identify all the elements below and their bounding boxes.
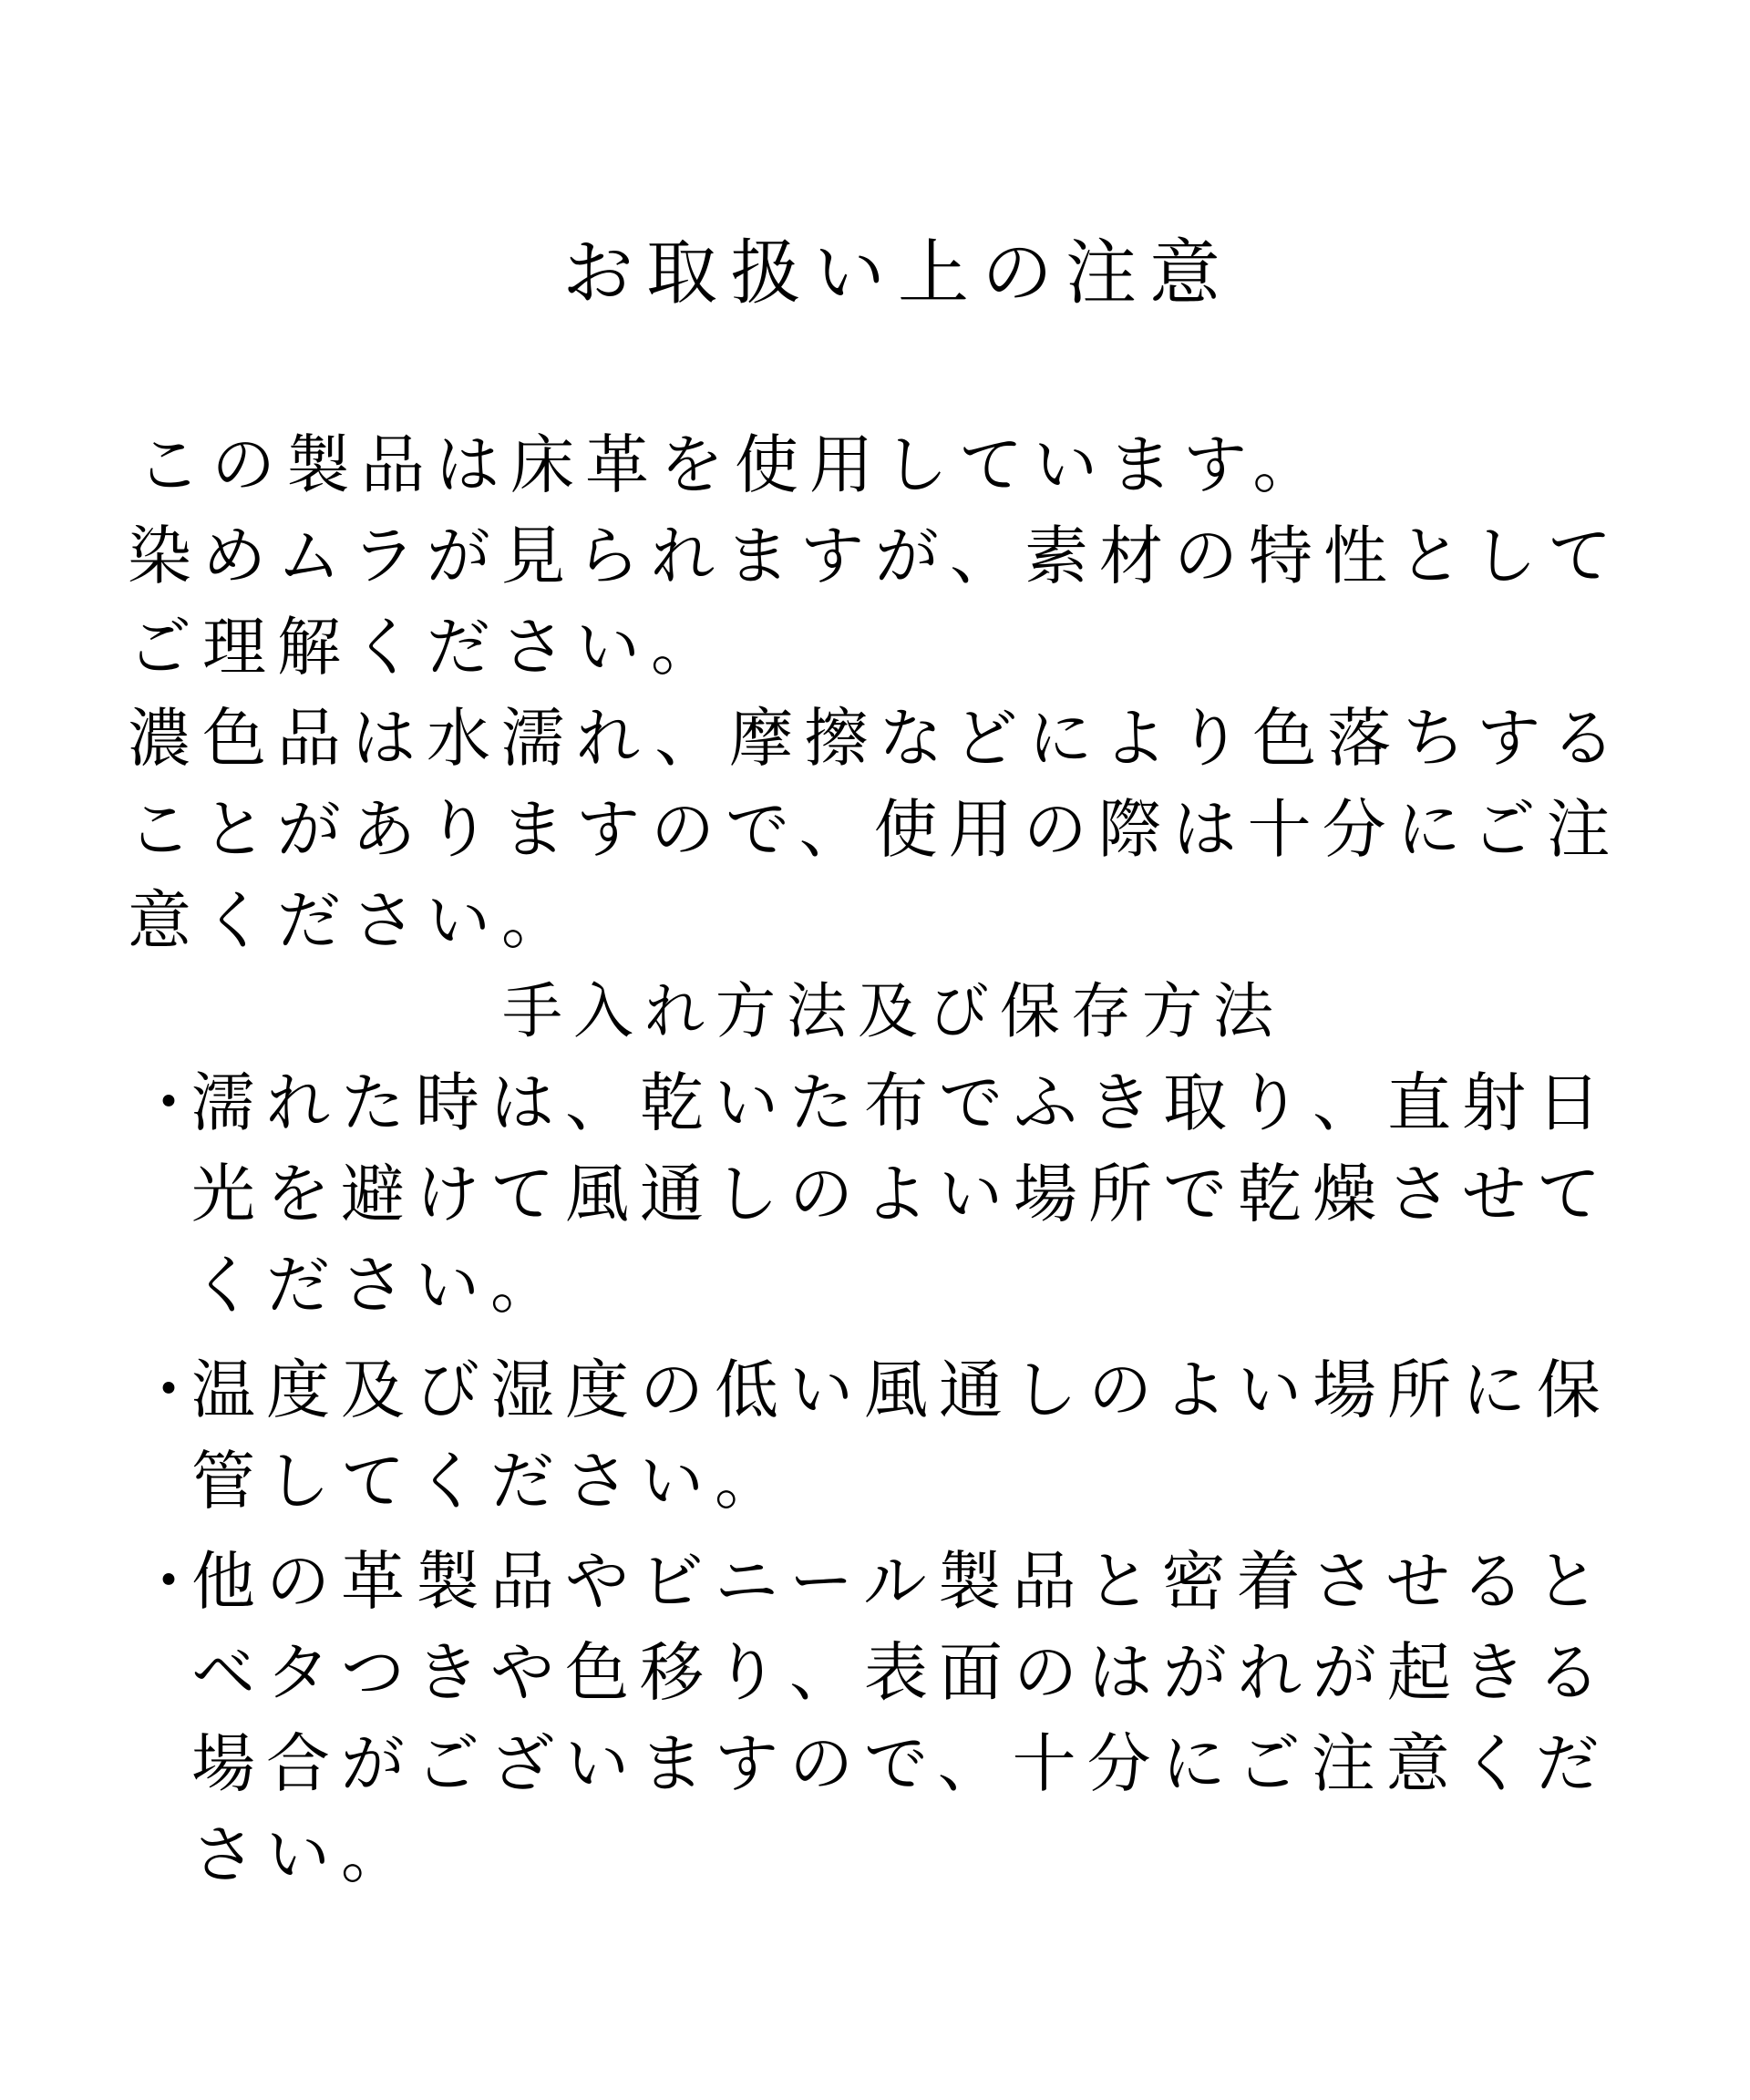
intro-line-1: この製品は床革を使用しています。 bbox=[137, 427, 1328, 502]
care-heading: 手入れ方法及び保存方法 bbox=[502, 976, 1284, 1046]
care-item-2-line-2: 管してください。 bbox=[191, 1444, 789, 1518]
care-item-3-line-1: 他の革製品やビニール製品と密着させると bbox=[191, 1544, 1611, 1619]
care-item-1-line-2: 光を避けて風通しのよい場所で乾燥させて bbox=[191, 1157, 1611, 1231]
care-item-2-line-1: 温度及び湿度の低い風通しのよい場所に保 bbox=[191, 1353, 1611, 1427]
care-item-1-line-1: 濡れた時は、乾いた布でふき取り、直射日 bbox=[191, 1065, 1611, 1140]
document-title: お取扱い上の注意 bbox=[561, 232, 1233, 314]
care-item-3-line-4: さい。 bbox=[191, 1817, 416, 1892]
care-item-3-line-3: 場合がございますので、十分にご注意くだ bbox=[191, 1726, 1611, 1801]
bullet-mark: ・ bbox=[137, 1065, 201, 1140]
bullet-mark: ・ bbox=[137, 1353, 201, 1427]
intro-line-5: ことがありますので、使用の際は十分にご注 bbox=[128, 792, 1621, 867]
care-item-3-line-2: ベタつきや色移り、表面のはがれが起きる bbox=[191, 1635, 1611, 1710]
care-item-1-line-3: ください。 bbox=[191, 1248, 565, 1323]
intro-line-3: ご理解ください。 bbox=[128, 610, 726, 685]
intro-line-2: 染めムラが見られますが、素材の特性として bbox=[128, 519, 1622, 593]
bullet-mark: ・ bbox=[137, 1544, 201, 1619]
intro-line-6: 意ください。 bbox=[128, 883, 576, 958]
intro-line-4: 濃色品は水濡れ、摩擦などにより色落ちする bbox=[128, 701, 1627, 776]
